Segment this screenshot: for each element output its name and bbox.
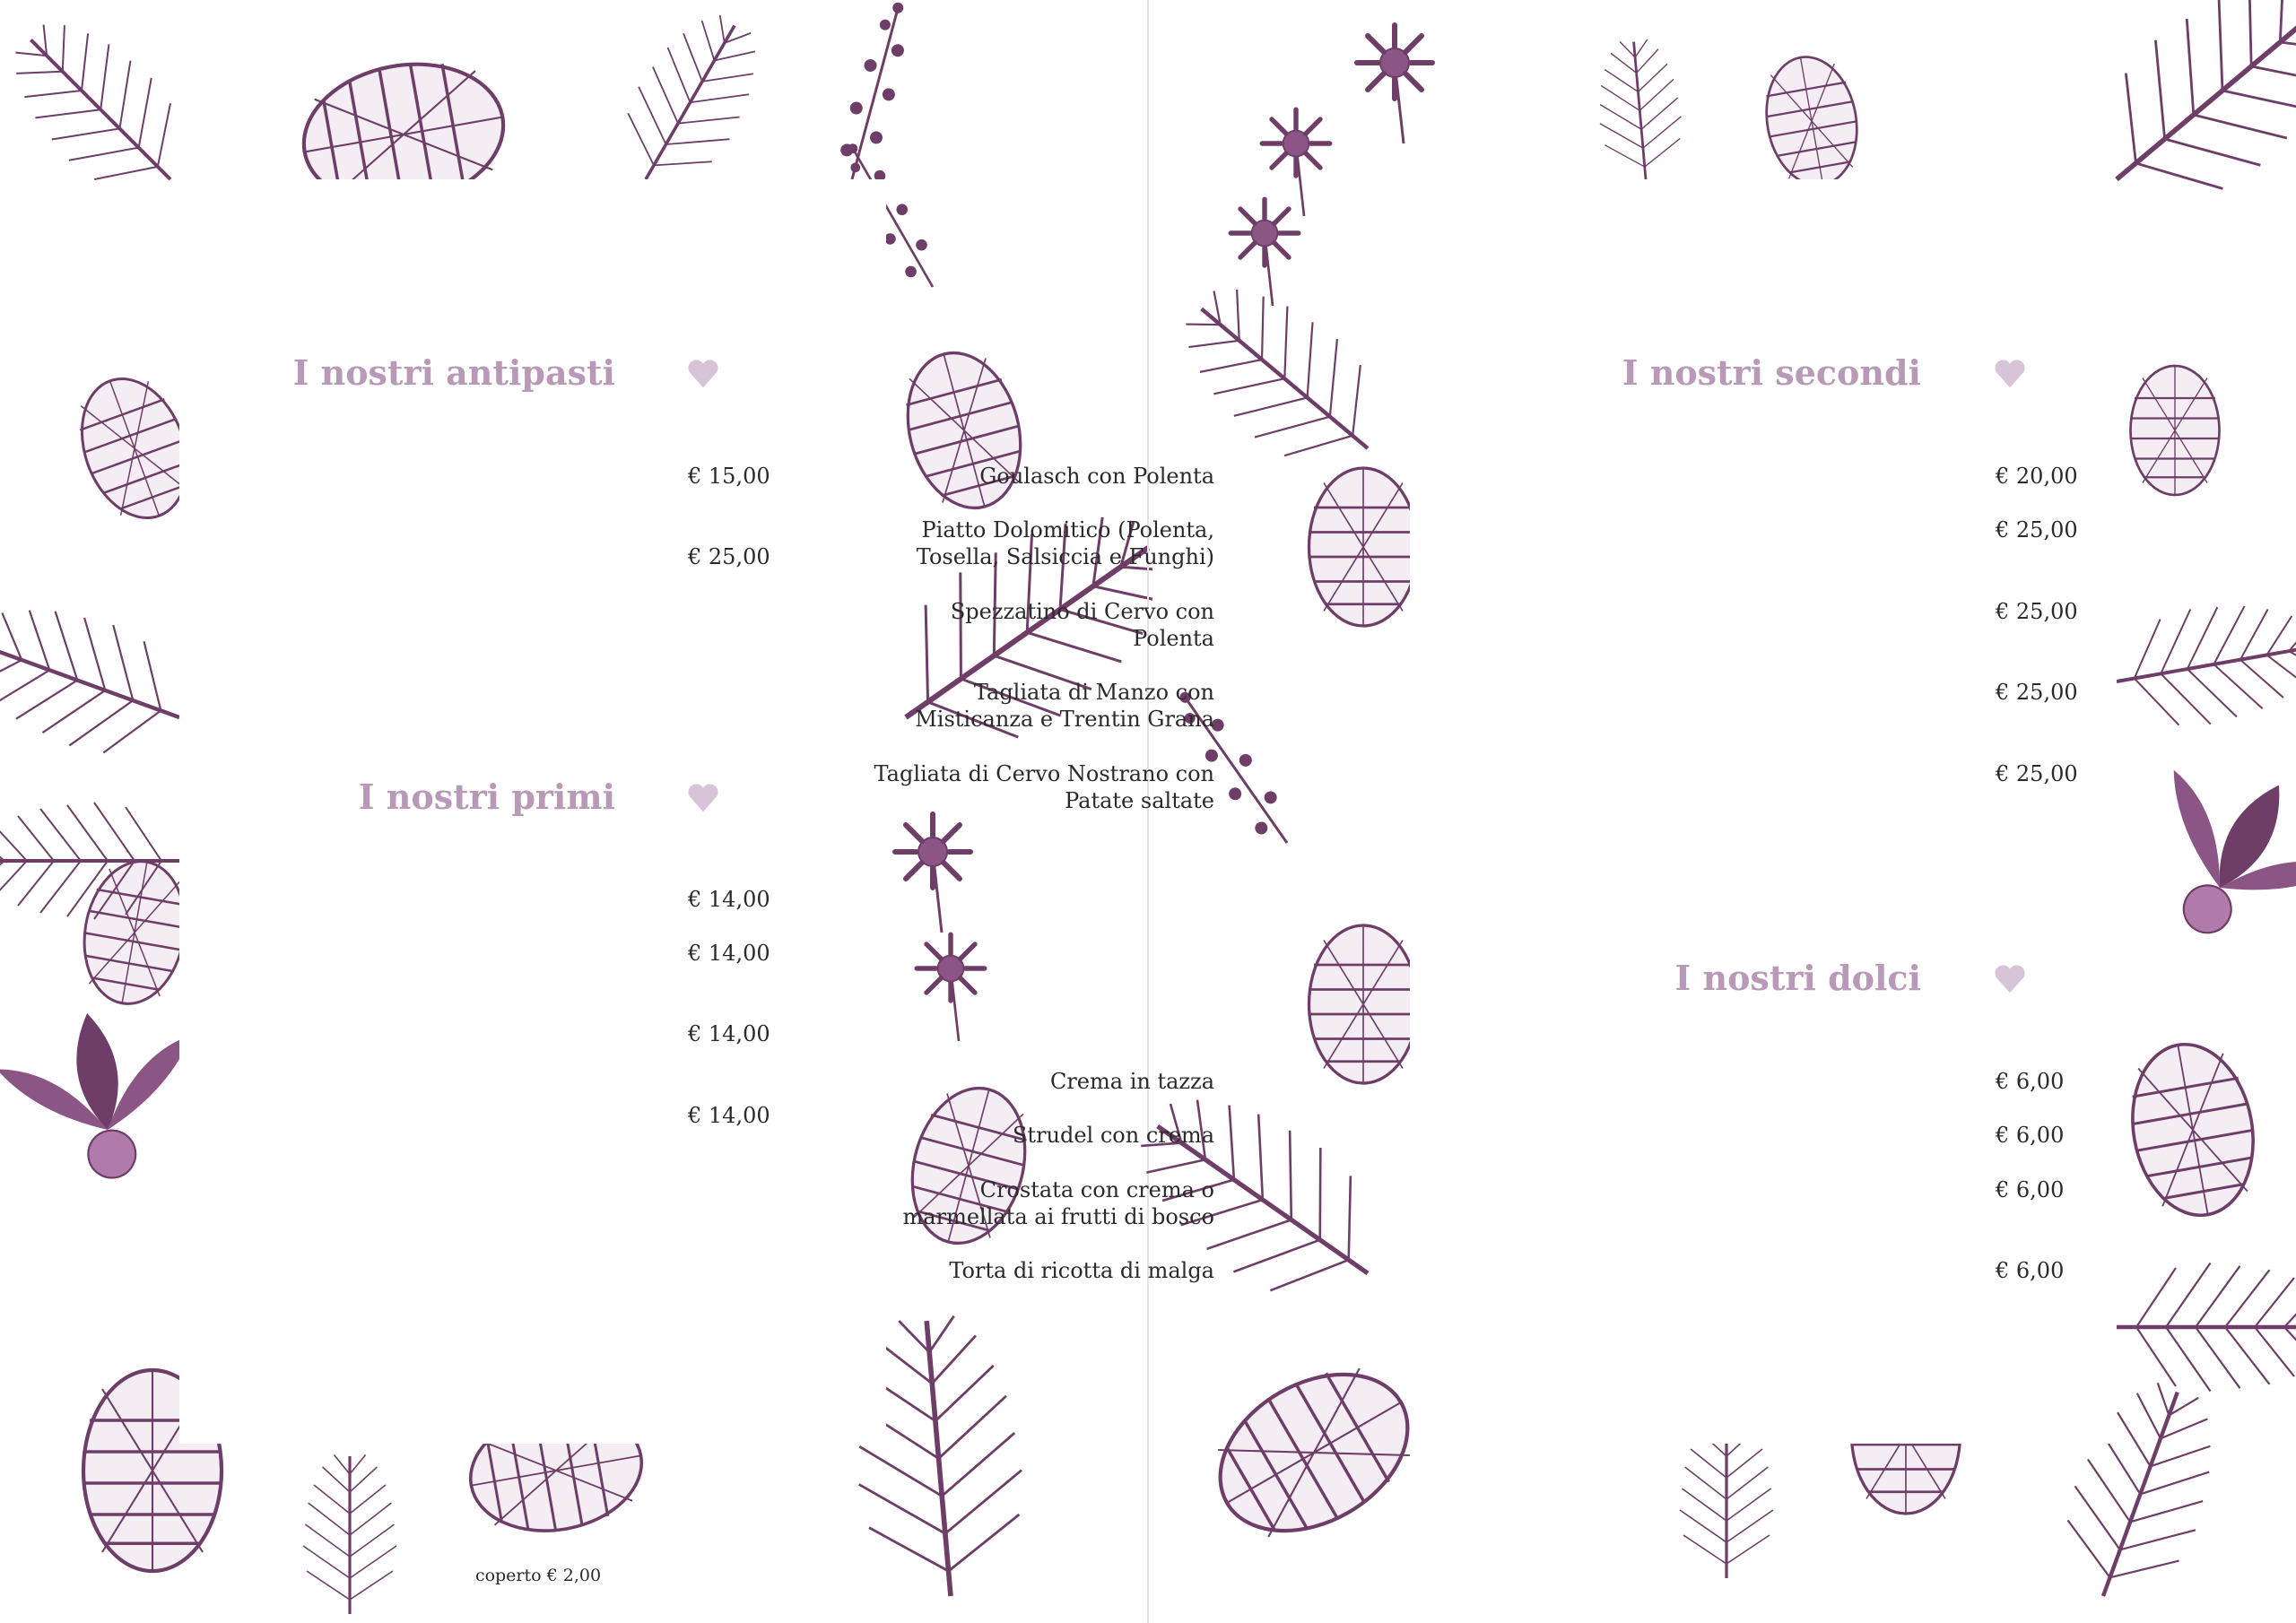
item-name: Spezzatino di Cervo con Polenta xyxy=(950,599,1214,651)
item-name: Piatto Dolomitico (Polenta, Tosella, Salsiccia e Funghi) xyxy=(916,517,1214,569)
item-price: € 6,00 xyxy=(1996,1123,2065,1148)
heart-icon xyxy=(686,781,720,815)
item-price: € 14,00 xyxy=(688,941,770,966)
chamomile-flower-icon xyxy=(895,814,985,1041)
section-title-antipasti: I nostri antipasti xyxy=(292,352,615,393)
chamomile-flower-icon xyxy=(1231,25,1432,306)
menu-card-left xyxy=(179,179,886,1585)
menu-card-right xyxy=(874,179,2117,1444)
item-price: € 20,00 xyxy=(1996,464,2078,489)
item-price: € 6,00 xyxy=(1996,1177,2065,1202)
item-price: € 14,00 xyxy=(688,1103,770,1128)
item-price: € 25,00 xyxy=(1996,680,2078,705)
item-name: Torta di ricotta di malga xyxy=(949,1258,1214,1283)
section-title-primi: I nostri primi xyxy=(358,777,615,817)
item-price: € 6,00 xyxy=(1996,1069,2065,1094)
item-name: Crema in tazza xyxy=(1049,1069,1214,1094)
item-price: € 25,00 xyxy=(1996,517,2078,542)
item-price: € 14,00 xyxy=(688,887,770,912)
item-name: Tagliata di Cervo Nostrano con Patate saltate xyxy=(874,761,1214,813)
item-price: € 25,00 xyxy=(688,544,770,569)
item-name: Tagliata di Manzo con Misticanza e Trentin Grana xyxy=(915,680,1214,732)
menu-page-right xyxy=(874,0,2296,1623)
heart-icon xyxy=(686,357,720,391)
heart-icon xyxy=(1993,357,2027,391)
coperto-note: coperto € 2,00 xyxy=(474,1566,602,1585)
item-name: Goulasch con Polenta xyxy=(979,464,1214,489)
section-title-secondi: I nostri secondi xyxy=(1622,352,1921,393)
item-price: € 25,00 xyxy=(1996,599,2078,624)
item-price: € 25,00 xyxy=(1996,761,2078,786)
heart-icon xyxy=(1993,962,2027,996)
item-price: € 15,00 xyxy=(688,464,770,489)
item-price: € 6,00 xyxy=(1996,1258,2065,1283)
section-title-dolci: I nostri dolci xyxy=(1674,958,1921,998)
item-price: € 14,00 xyxy=(688,1021,770,1046)
item-name: Strudel con crema xyxy=(1012,1123,1214,1148)
clover-flower-icon xyxy=(2110,736,2296,979)
item-name: Crostata con crema o marmellata ai frutti di bosco xyxy=(902,1177,1214,1229)
